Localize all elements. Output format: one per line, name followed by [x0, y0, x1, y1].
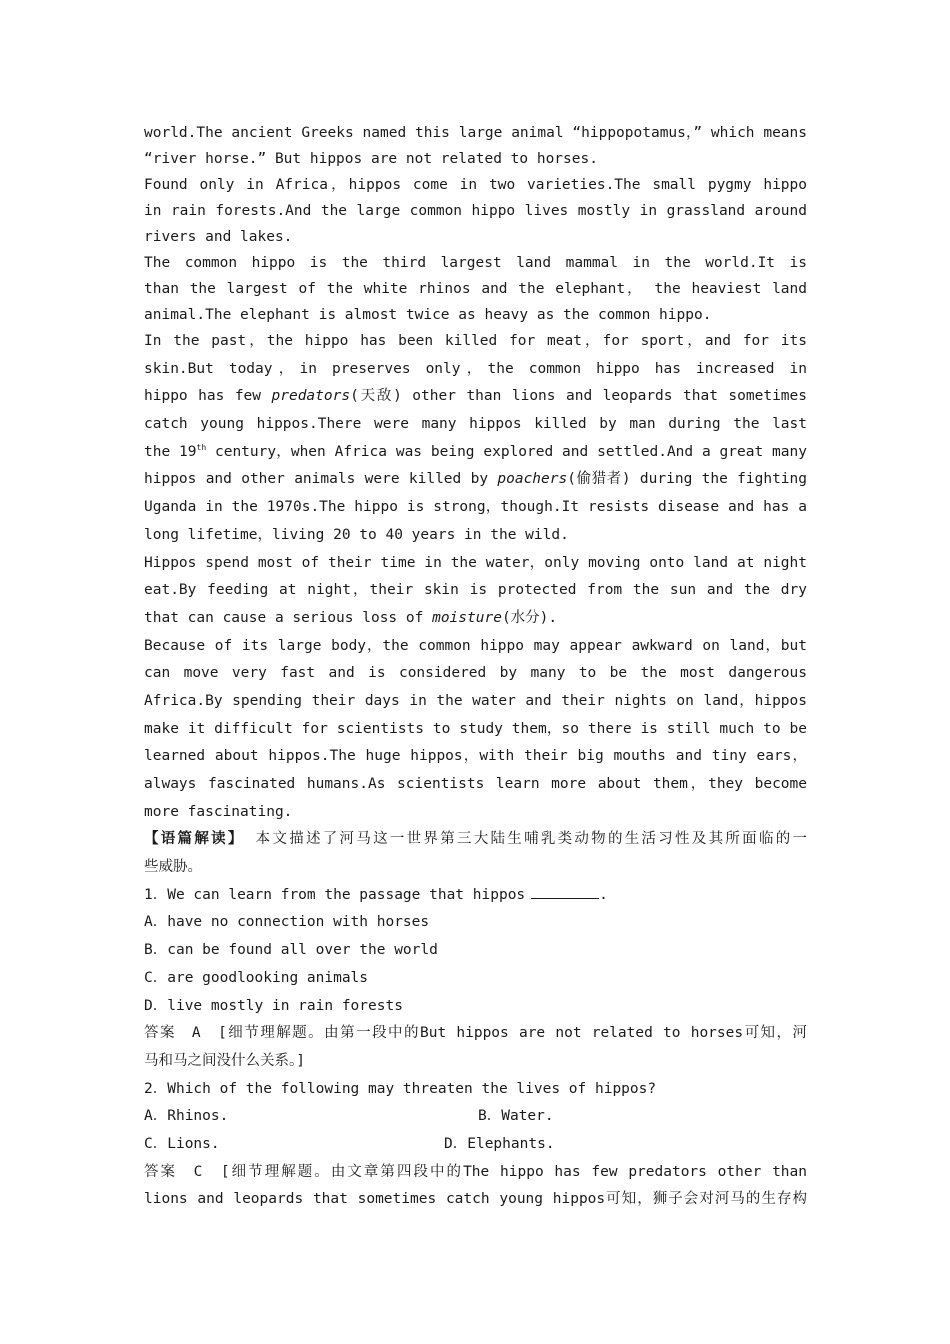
option-d: D．live mostly in rain forests: [144, 997, 403, 1014]
text-line: Found only in Africa，hippos come in two varieties.The small pygmy hippo: [144, 177, 807, 193]
text-line: than the largest of the white rhinos and the elephant， the heaviest land: [144, 281, 807, 297]
paragraph-1: [144, 120, 807, 172]
text-line: more fascinating.: [144, 803, 293, 820]
question-1: [144, 882, 807, 1076]
text-line: [144, 605, 807, 633]
option-a: A．Rhinos.: [144, 1108, 229, 1125]
option-c: C．Lions.: [144, 1135, 220, 1152]
text-span: hippos and other animals were killed by: [144, 471, 498, 488]
text-span: (水分).: [501, 609, 558, 626]
text-line: can move very fast and is considered by many to be the most dangerous: [144, 665, 807, 682]
text-span: (偷猎者) during the fighting: [567, 471, 807, 488]
italic-term: predators: [271, 388, 351, 405]
answer-line: 答案 C [细节理解题。由文章第四段中的The hippo has few predators other than: [144, 1163, 807, 1180]
passage-analysis: [144, 826, 807, 881]
text-line: skin.But today，in preserves only，the common hippo has increased in: [144, 360, 807, 377]
text-line: world.The ancient Greeks named this large animal “hippopotamus，” which means: [144, 125, 807, 141]
option-c: C．are goodlooking animals: [144, 969, 369, 986]
option-a: A．have no connection with horses: [144, 914, 430, 931]
text-line: learned about hippos.The huge hippos，with their big mouths and tiny ears，: [144, 748, 807, 765]
answer-line: 马和马之间没什么关系。]: [144, 1052, 305, 1069]
text-line: rivers and lakes.: [144, 229, 293, 245]
text-span: century，when Africa was being explored and settled.And a great many: [206, 443, 807, 460]
text-line: [144, 383, 807, 411]
option-row: [144, 1103, 807, 1131]
analysis-tag: 【语篇解读】: [144, 831, 245, 848]
answer-blank: [531, 884, 599, 899]
text-line: catch young hippos.There were many hippos killed by man during the last: [144, 416, 807, 433]
text-line: Africa.By spending their days in the water and their nights on land，hippos: [144, 692, 807, 709]
option-b: B．Water.: [478, 1108, 554, 1125]
paragraph-2: [144, 172, 807, 250]
option-b: B．can be found all over the world: [144, 942, 438, 959]
option-d: D．Elephants.: [444, 1135, 555, 1152]
text-line: In the past，the hippo has been killed for meat，for sport，and for its: [144, 333, 807, 349]
text-span: the 19: [144, 443, 197, 460]
text-line: always fascinated humans.As scientists learn more about them，they become: [144, 776, 807, 792]
question-2: [144, 1076, 807, 1214]
question-stem: [144, 882, 807, 910]
paragraph-6: [144, 633, 807, 827]
text-line: Hippos spend most of their time in the water，only moving onto land at night: [144, 554, 807, 571]
text-line: [144, 439, 807, 467]
text-line: Because of its large body，the common hippo may appear awkward on land，but: [144, 637, 807, 654]
text-span: 本文描述了河马这一世界第三大陆生哺乳类动物的生活习性及其所面临的一: [244, 831, 807, 848]
paragraph-5: [144, 550, 807, 633]
superscript: th: [196, 442, 207, 452]
option-row: [144, 1131, 807, 1159]
text-span: (天敌) other than lions and leopards that sometimes: [350, 388, 807, 405]
italic-term: poachers: [497, 471, 568, 488]
text-line: make it difficult for scientists to study them，so there is still much to be: [144, 720, 807, 737]
document-page: [144, 120, 807, 1214]
text-span: that can cause a serious loss of: [144, 609, 433, 626]
text-line: The common hippo is the third largest land mammal in the world.It is: [144, 255, 807, 271]
answer-line: 答案 A [细节理解题。由第一段中的But hippos are not related to horses可知，河: [144, 1025, 807, 1042]
text-span: 1．We can learn from the passage that hippos: [144, 886, 526, 903]
text-line: “river horse.” But hippos are not related to horses.: [144, 151, 598, 167]
text-line: [144, 466, 807, 494]
text-line: animal.The elephant is almost twice as heavy as the common hippo.: [144, 307, 712, 323]
paragraph-4: [144, 328, 807, 550]
text-line: in rain forests.And the large common hippo lives mostly in grassland around: [144, 203, 807, 219]
text-line: long lifetime，living 20 to 40 years in the wild.: [144, 526, 569, 543]
answer-line: lions and leopards that sometimes catch young hippos可知，狮子会对河马的生存构: [144, 1191, 807, 1208]
text-span: .: [599, 886, 608, 903]
italic-term: moisture: [432, 609, 502, 626]
question-stem: 2．Which of the following may threaten the lives of hippos?: [144, 1080, 657, 1097]
text-line: [144, 826, 807, 854]
text-line: Uganda in the 1970s.The hippo is strong，though.It resists disease and has a: [144, 499, 807, 516]
text-span: hippo has few: [144, 388, 272, 405]
text-line: eat.By feeding at night，their skin is protected from the sun and the dry: [144, 582, 807, 599]
paragraph-3: [144, 250, 807, 328]
text-line: 些威胁。: [144, 859, 202, 876]
